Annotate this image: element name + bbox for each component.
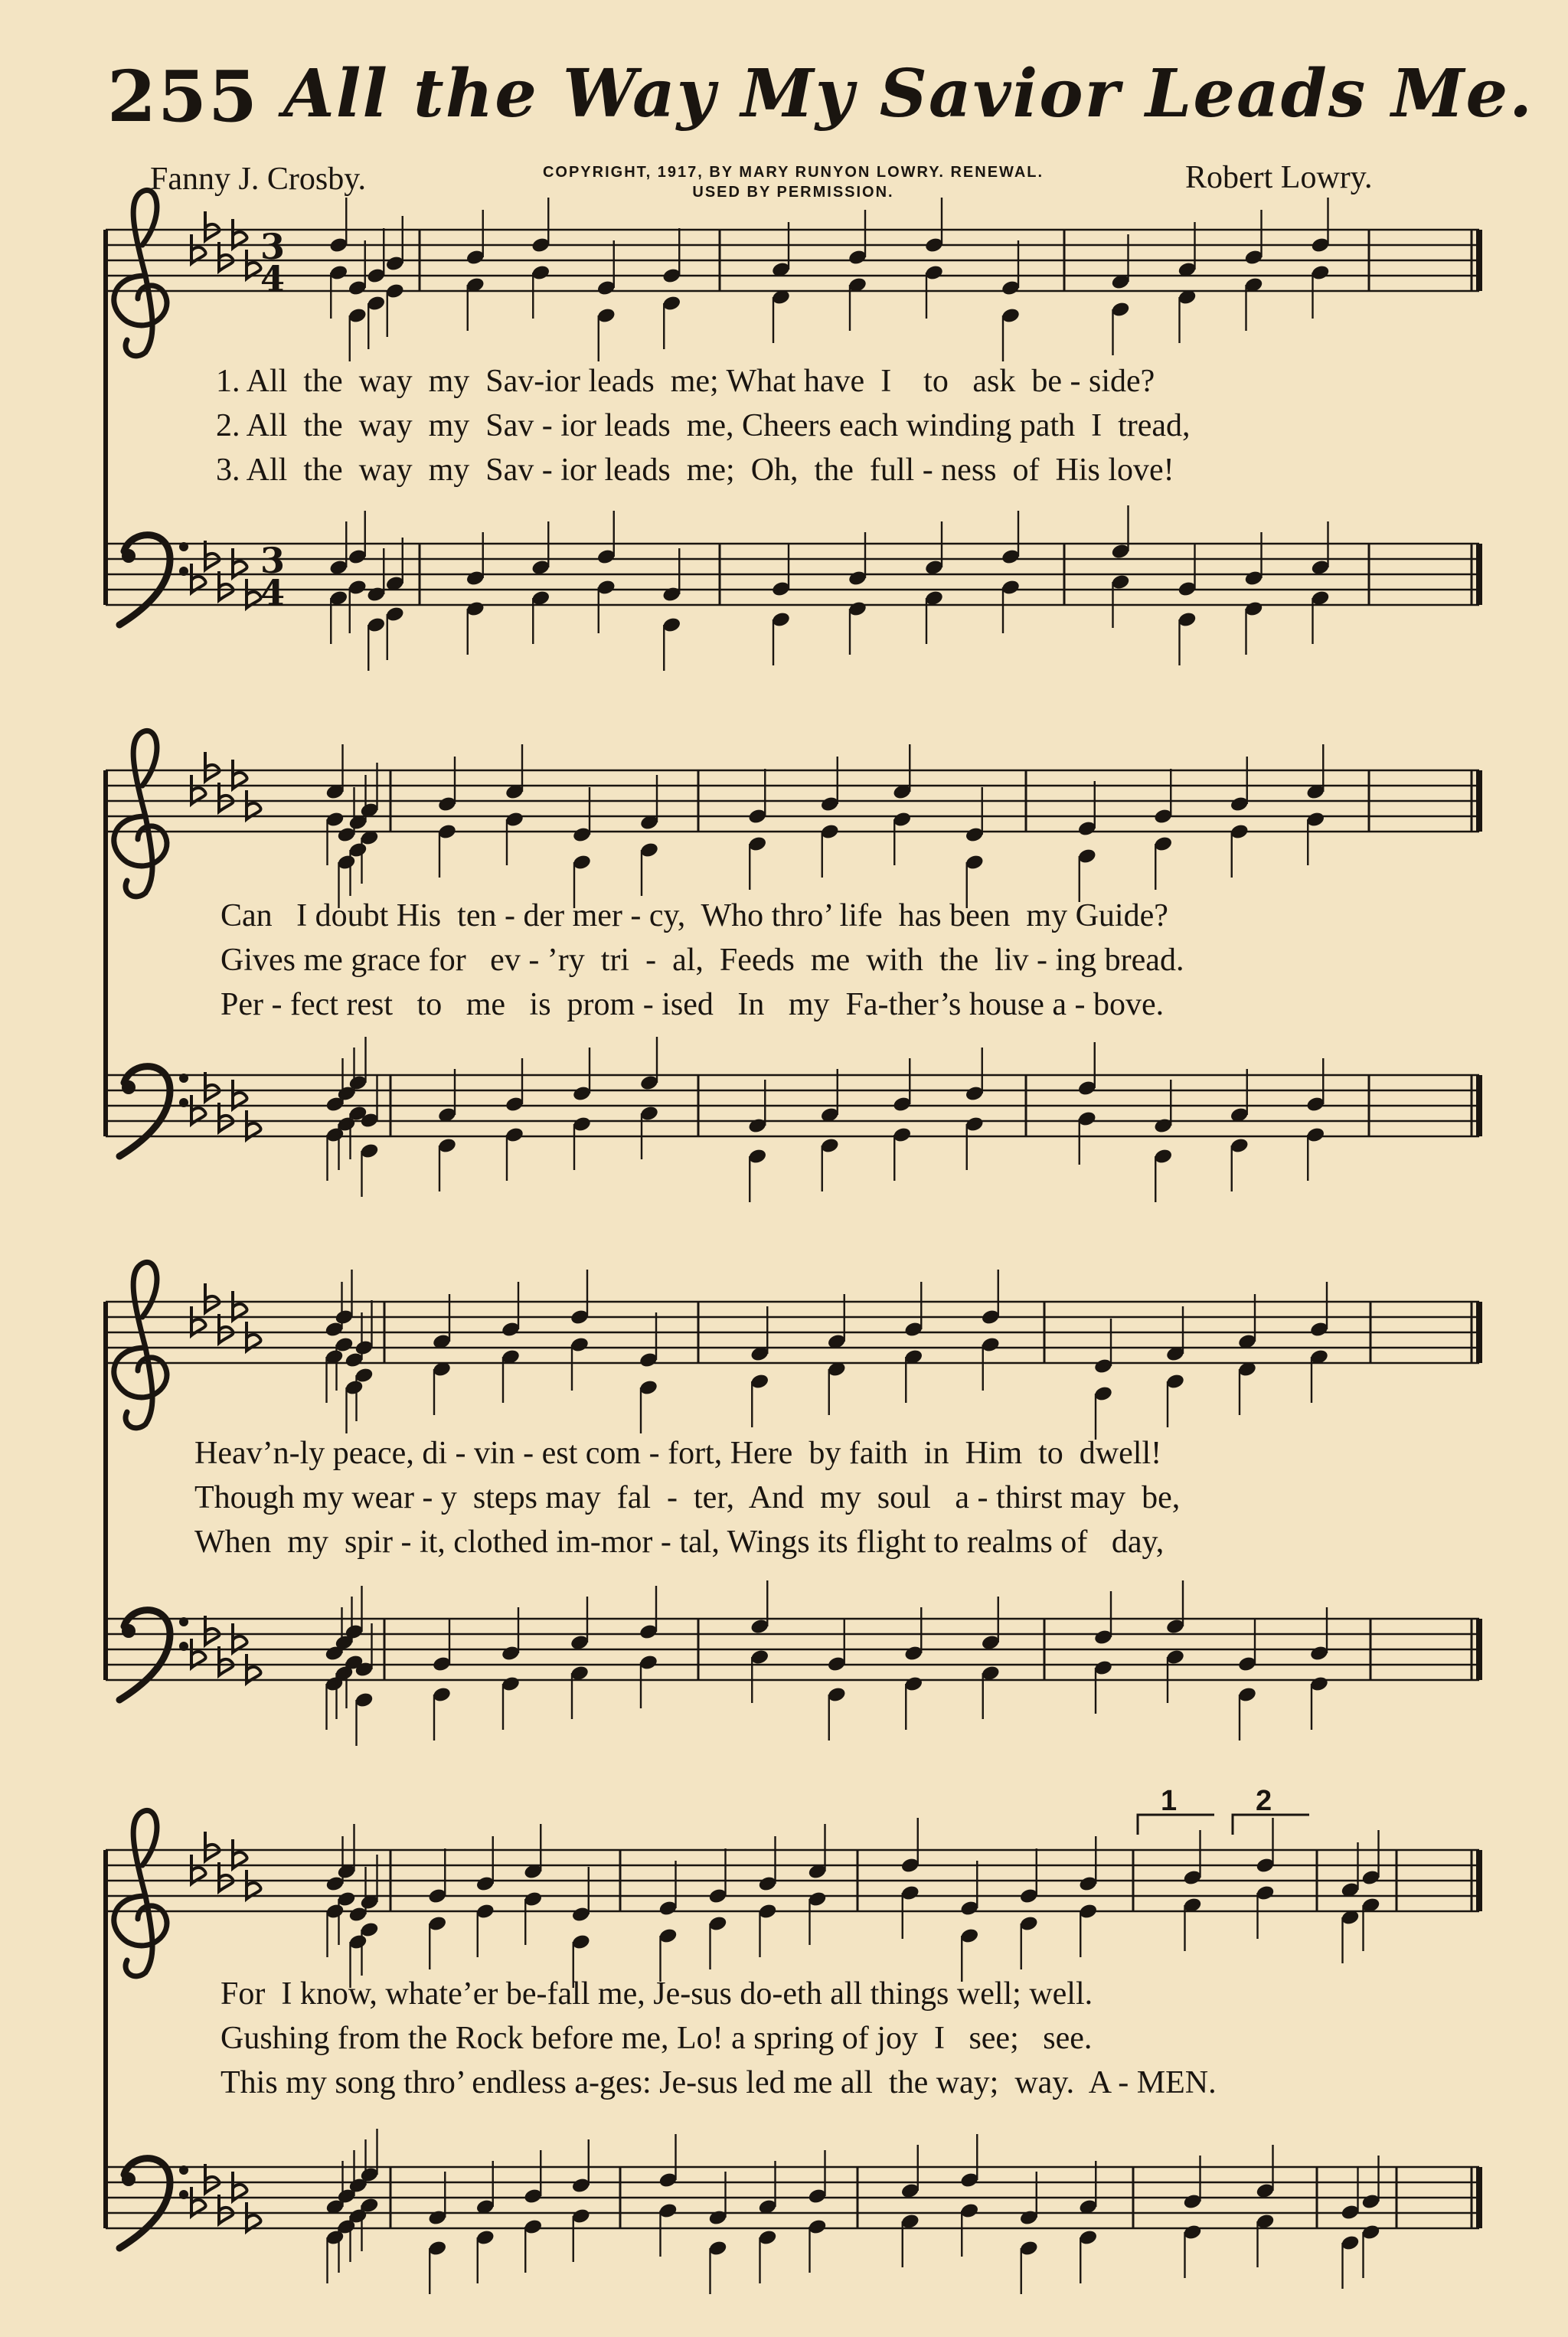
flat-icon xyxy=(247,1870,261,1899)
lyric-line: Heav’n-ly peace, di - vin - est com - fort, Here by faith in Him to dwell! xyxy=(194,1436,1162,1471)
treble-clef-icon xyxy=(114,731,167,896)
flat-icon xyxy=(191,2187,206,2216)
flat-icon xyxy=(191,1306,206,1335)
flat-icon xyxy=(247,2202,261,2231)
copyright-line: COPYRIGHT, 1917, BY MARY RUNYON LOWRY. RENEWAL. xyxy=(542,164,1044,181)
ending-label: 2 xyxy=(1256,1785,1272,1817)
flat-icon xyxy=(247,1110,261,1139)
flat-icon xyxy=(247,1654,261,1683)
flat-icon xyxy=(233,1291,247,1320)
flat-icon xyxy=(247,790,261,819)
lyric-line: 1. All the way my Sav-ior leads me; What have I to ask be - side? xyxy=(216,364,1155,399)
flat-icon xyxy=(233,2172,247,2201)
flat-icon xyxy=(205,2164,220,2193)
flat-icon xyxy=(247,579,261,608)
flat-icon xyxy=(191,1855,206,1884)
lyric-line: Gives me grace for ev - ’ry tri - al, Feeds me with the liv - ing bread. xyxy=(220,943,1184,978)
lyric-line: Per - fect rest to me is prom - ised In my Fa-ther’s house a - bove. xyxy=(220,987,1165,1022)
flat-icon xyxy=(219,242,234,271)
lyric-line: This my song thro’ endless a-ges: Je-sus led me all the way; way. A - MEN. xyxy=(220,2065,1217,2100)
flat-icon xyxy=(219,571,234,600)
treble-clef-icon xyxy=(114,1262,167,1427)
lyric-line: Gushing from the Rock before me, Lo! a spring of joy I see; see. xyxy=(220,2021,1093,2056)
flat-icon xyxy=(191,1639,206,1668)
lyric-line: 2. All the way my Sav - ior leads me, Cheers each winding path I tread, xyxy=(216,408,1191,443)
flat-icon xyxy=(247,1322,261,1351)
flat-icon xyxy=(219,1862,234,1891)
time-signature-top: 3 xyxy=(260,540,286,581)
hymn-title: All the Way My Savior Leads Me. xyxy=(283,55,1534,132)
author-credit: Fanny J. Crosby. xyxy=(150,162,366,197)
lyric-line: When my spir - it, clothed im-mor - tal, Wings its flight to realms of day, xyxy=(194,1525,1165,1560)
flat-icon xyxy=(191,1095,206,1124)
flat-icon xyxy=(233,548,247,577)
flat-icon xyxy=(205,541,220,570)
time-signature-bottom: 4 xyxy=(260,572,286,613)
permission-line: USED BY PERMISSION. xyxy=(692,184,894,201)
flat-icon xyxy=(219,1646,234,1675)
flat-icon xyxy=(233,1080,247,1109)
ending-bracket xyxy=(1233,1815,1309,1835)
hymn-number: 255 xyxy=(107,55,260,138)
flat-icon xyxy=(219,783,234,812)
flat-icon xyxy=(219,1314,234,1343)
flat-icon xyxy=(205,1283,220,1312)
lyric-line: 3. All the way my Sav - ior leads me; Oh, the full - ness of His love! xyxy=(216,453,1174,488)
flat-icon xyxy=(233,1839,247,1868)
time-signature-bottom: 4 xyxy=(260,258,286,299)
lyric-line: Though my wear - y steps may fal - ter, And my soul a - thirst may be, xyxy=(194,1480,1181,1515)
flat-icon xyxy=(233,760,247,789)
treble-clef-icon xyxy=(114,1810,167,1976)
bass-clef-icon xyxy=(119,2159,188,2248)
bass-clef-icon xyxy=(119,535,188,625)
bass-clef-icon xyxy=(119,1067,188,1156)
flat-icon xyxy=(233,1623,247,1652)
flat-icon xyxy=(233,219,247,248)
treble-clef-icon xyxy=(114,190,167,355)
flat-icon xyxy=(205,1072,220,1101)
composer-credit: Robert Lowry. xyxy=(1185,160,1373,195)
ending-bracket xyxy=(1138,1815,1214,1835)
ending-label: 1 xyxy=(1161,1785,1178,1817)
flat-icon xyxy=(219,1103,234,1132)
flat-icon xyxy=(191,234,206,263)
time-signature-top: 3 xyxy=(260,226,286,267)
flat-icon xyxy=(247,250,261,279)
flat-icon xyxy=(191,564,206,593)
lyric-line: For I know, whate’er be-fall me, Je-sus do-eth all things well; well. xyxy=(220,1976,1093,2012)
lyric-line: Can I doubt His ten - der mer - cy, Who thro’ life has been my Guide? xyxy=(220,898,1168,933)
flat-icon xyxy=(191,775,206,804)
flat-icon xyxy=(219,2195,234,2224)
flat-icon xyxy=(205,1832,220,1861)
flat-icon xyxy=(205,752,220,781)
flat-icon xyxy=(205,1616,220,1645)
flat-icon xyxy=(205,211,220,240)
bass-clef-icon xyxy=(119,1610,188,1700)
